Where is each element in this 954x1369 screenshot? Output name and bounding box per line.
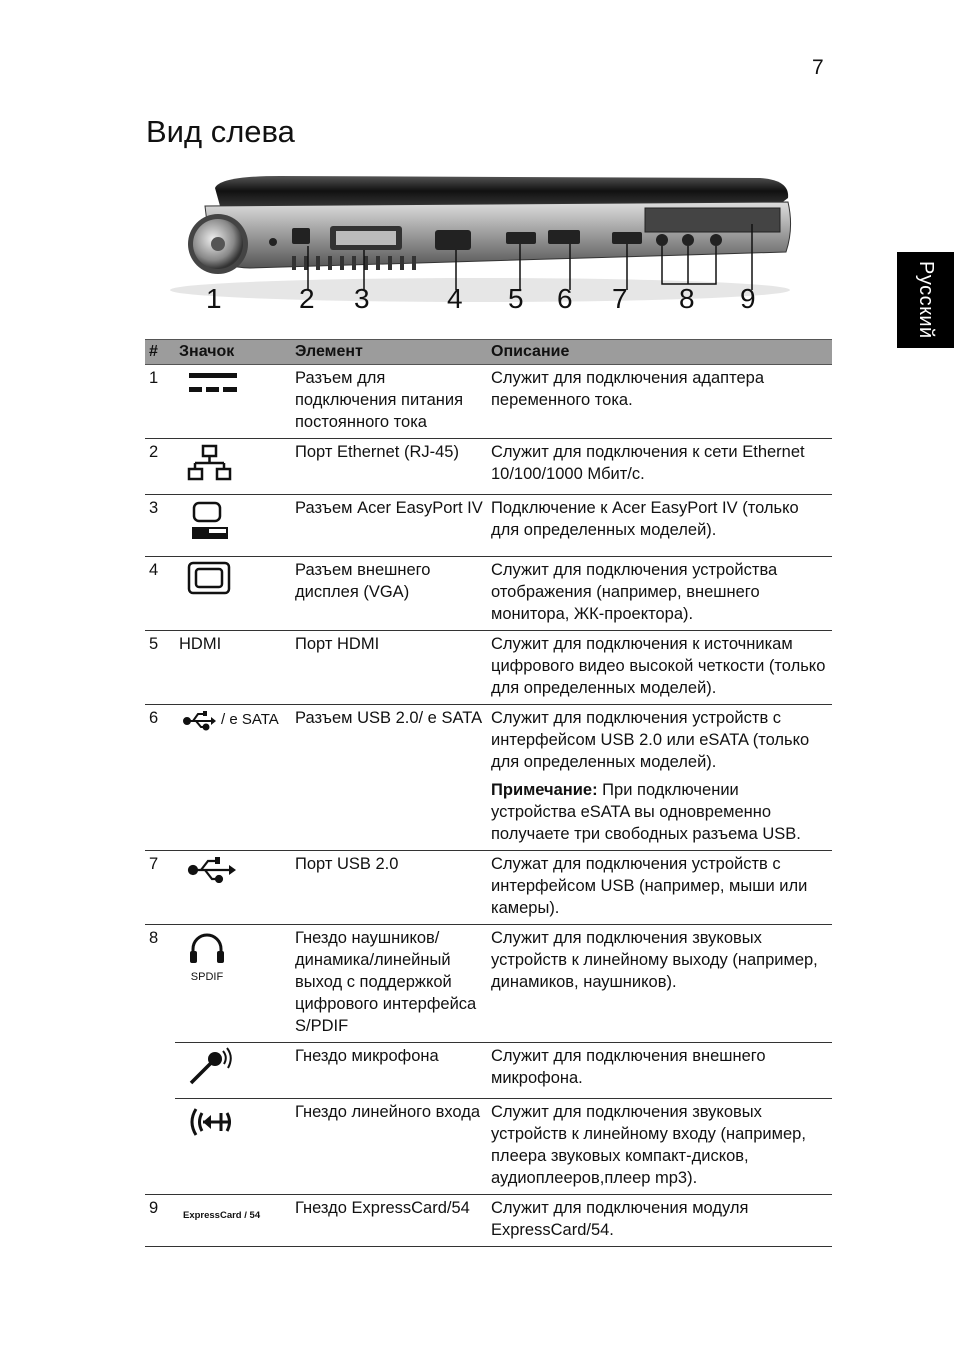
row-number: 7 <box>145 851 175 925</box>
element-name: Гнездо наушников/ динамика/линейный выход с поддержкой цифрового интерфейса S/PDIF <box>291 925 487 1043</box>
callout-1: 1 <box>206 283 222 314</box>
element-description: Служит для подключения к источникам цифрового видео высокой четкости (только для определенных моделей). <box>487 631 832 705</box>
table-row <box>145 557 832 631</box>
element-description: Служит для подключения внешнего микрофона. <box>487 1043 832 1099</box>
esata-label: / e SATA <box>221 711 279 728</box>
row-number: 1 <box>149 369 159 387</box>
header-number: # <box>145 340 175 365</box>
table-row <box>145 1099 832 1195</box>
header-description: Описание <box>487 340 832 365</box>
table-row <box>145 495 832 557</box>
element-name: Гнездо микрофона <box>291 1043 487 1099</box>
vga-icon <box>187 561 233 597</box>
callout-2: 2 <box>299 283 315 314</box>
row-number: 3 <box>145 495 175 557</box>
element-description: Служит для подключения модуля ExpressCard/54. <box>487 1195 832 1247</box>
usb-icon <box>187 855 239 883</box>
table-row <box>145 631 832 705</box>
callout-4: 4 <box>447 283 463 314</box>
row-number: 8 <box>145 925 175 1043</box>
ethernet-icon <box>187 443 233 483</box>
element-name: Разъем USB 2.0/ e SATA <box>291 705 487 851</box>
callout-5: 5 <box>508 283 524 314</box>
element-description: Служит для подключения адаптера переменного тока. <box>491 369 765 409</box>
line-in-icon <box>187 1103 239 1143</box>
language-tab <box>897 252 954 348</box>
header-element: Элемент <box>291 340 487 365</box>
expresscard-label: ExpressCard / 54 <box>183 1210 261 1221</box>
element-description: Служит для подключения звуковых устройств к линейному входу (например, плеера звуковых компакт-дисков, аудиоплееров,плеер mp3). <box>487 1099 832 1195</box>
row-number: 9 <box>145 1195 175 1247</box>
element-name: Порт USB 2.0 <box>291 851 487 925</box>
note-label: Примечание: <box>491 781 598 799</box>
callout-7: 7 <box>612 283 628 314</box>
page-number: 7 <box>812 56 824 79</box>
usb-icon <box>183 709 217 731</box>
row-number: 6 <box>145 705 175 851</box>
element-name: Порт Ethernet (RJ-45) <box>291 439 487 495</box>
element-name: Разъем Acer EasyPort IV <box>291 495 487 557</box>
element-description: Служит для подключения к сети Ethernet 10/100/1000 Мбит/с. <box>487 439 832 495</box>
table-row <box>145 851 832 925</box>
element-name: Порт HDMI <box>291 631 487 705</box>
dc-power-icon <box>187 369 239 397</box>
table-row <box>145 1043 832 1099</box>
callout-3: 3 <box>354 283 370 314</box>
table-row <box>145 705 832 851</box>
row-number: 5 <box>145 631 175 705</box>
headphones-icon <box>187 931 227 965</box>
element-description: Подключение к Acer EasyPort IV (только для определенных моделей). <box>487 495 832 557</box>
element-name: Гнездо ExpressCard/54 <box>291 1195 487 1247</box>
spdif-label: SPDIF <box>190 971 224 983</box>
element-name: Разъем внешнего дисплея (VGA) <box>291 557 487 631</box>
row-number: 2 <box>145 439 175 495</box>
element-description: Служит для подключения звуковых устройств к линейному выходу (например, динамиков, наушников). <box>487 925 832 1043</box>
callout-6: 6 <box>557 283 573 314</box>
header-icon: Значок <box>175 340 291 365</box>
easyport-icon <box>187 499 231 545</box>
table-row <box>145 1195 832 1247</box>
page-title: Вид слева <box>146 114 295 149</box>
hdmi-label: HDMI <box>175 631 291 705</box>
note <box>491 779 828 845</box>
language-tab-label: Русский <box>915 261 937 339</box>
ports-table <box>145 339 832 1247</box>
table-row <box>145 365 832 439</box>
element-description: Служит для подключения устройств с интерфейсом USB 2.0 или eSATA (только для определенных моделей). <box>491 709 810 771</box>
table-row <box>145 439 832 495</box>
note-text: При подключении устройства eSATA вы одновременно получаете три свободных разъема USB. <box>491 781 801 843</box>
element-name: Гнездо линейного входа <box>291 1099 487 1195</box>
table-row <box>145 925 832 1043</box>
row-number <box>145 1043 175 1099</box>
microphone-icon <box>187 1047 233 1087</box>
callout-8: 8 <box>679 283 695 314</box>
table-header-row <box>145 340 832 365</box>
row-number <box>145 1099 175 1195</box>
row-number: 4 <box>145 557 175 631</box>
element-description: Служит для подключения устройства отображения (например, внешнего монитора, ЖК-проектора). <box>487 557 832 631</box>
callout-9: 9 <box>740 283 756 314</box>
element-name: Разъем для подключения питания постоянного тока <box>295 369 464 431</box>
element-description: Служат для подключения устройств с интерфейсом USB (например, мыши или камеры). <box>487 851 832 925</box>
laptop-left-side-illustration <box>160 168 800 328</box>
